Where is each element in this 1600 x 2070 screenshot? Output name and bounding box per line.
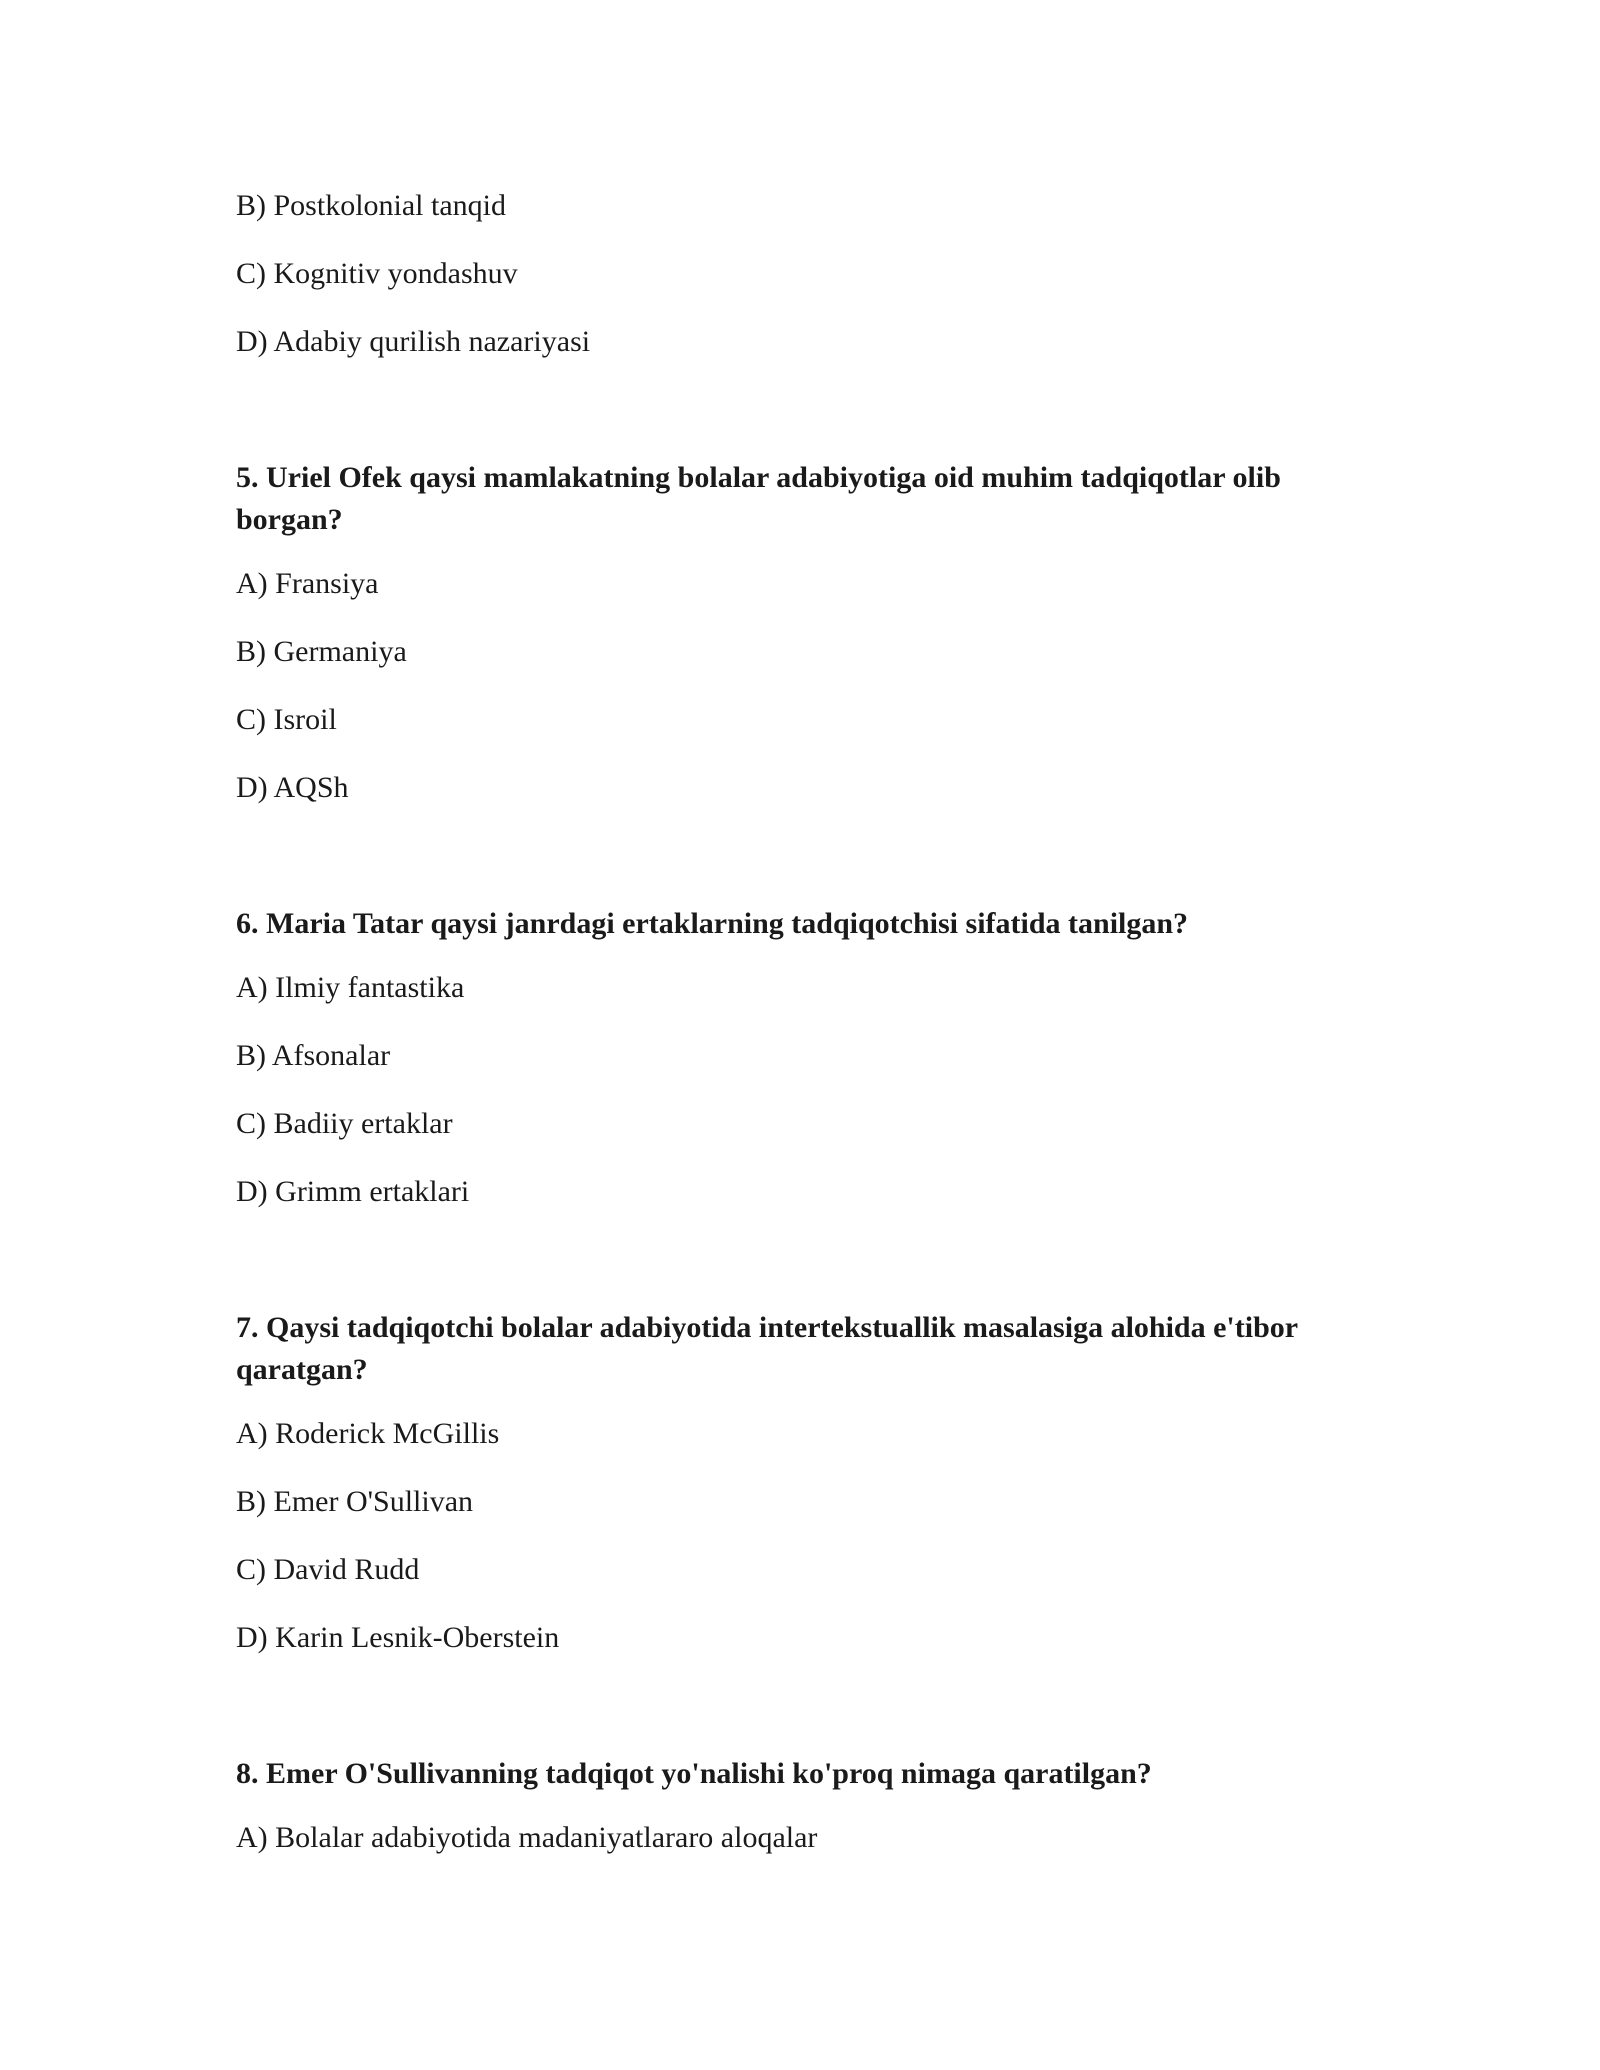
answer-option-d: D) AQSh [236,771,349,804]
question-4-continuation [236,186,1376,362]
question-text: 8. Emer O'Sullivanning tadqiqot yo'nalishi ko'proq nimaga qaratilgan? [236,1757,1152,1790]
answer-option-b: B) Germaniya [236,635,407,668]
answer-option-b: B) Postkolonial tanqid [236,189,506,222]
answer-option-d: D) Adabiy qurilish nazariyasi [236,325,591,358]
question-block-5 [236,457,1376,808]
answer-option-b: B) Emer O'Sullivan [236,1485,474,1518]
spacer [236,1240,1376,1307]
question-block-6 [236,903,1376,1212]
quiz-content [236,186,1376,1886]
answer-option-d: D) Karin Lesnik-Oberstein [236,1621,560,1654]
spacer [236,390,1376,457]
answer-option-c: C) Badiiy ertaklar [236,1107,453,1140]
question-text: 7. Qaysi tadqiqotchi bolalar adabiyotida intertekstuallik masalasiga alohida e'tibor qaratgan? [236,1311,1298,1386]
answer-option-a: A) Bolalar adabiyotida madaniyatlararo aloqalar [236,1821,818,1854]
answer-option-d: D) Grimm ertaklari [236,1175,470,1208]
answer-option-b: B) Afsonalar [236,1039,391,1072]
answer-option-c: C) Kognitiv yondashuv [236,257,518,290]
spacer [236,1686,1376,1753]
answer-option-c: C) David Rudd [236,1553,420,1586]
answer-option-a: A) Ilmiy fantastika [236,971,465,1004]
answer-option-a: A) Roderick McGillis [236,1417,500,1450]
question-text: 6. Maria Tatar qaysi janrdagi ertaklarning tadqiqotchisi sifatida tanilgan? [236,907,1189,940]
question-block-8 [236,1753,1376,1858]
spacer [236,836,1376,903]
question-text: 5. Uriel Ofek qaysi mamlakatning bolalar adabiyotiga oid muhim tadqiqotlar olib borgan? [236,461,1281,536]
question-block-7 [236,1307,1376,1658]
answer-option-c: C) Isroil [236,703,337,736]
answer-option-a: A) Fransiya [236,567,379,600]
